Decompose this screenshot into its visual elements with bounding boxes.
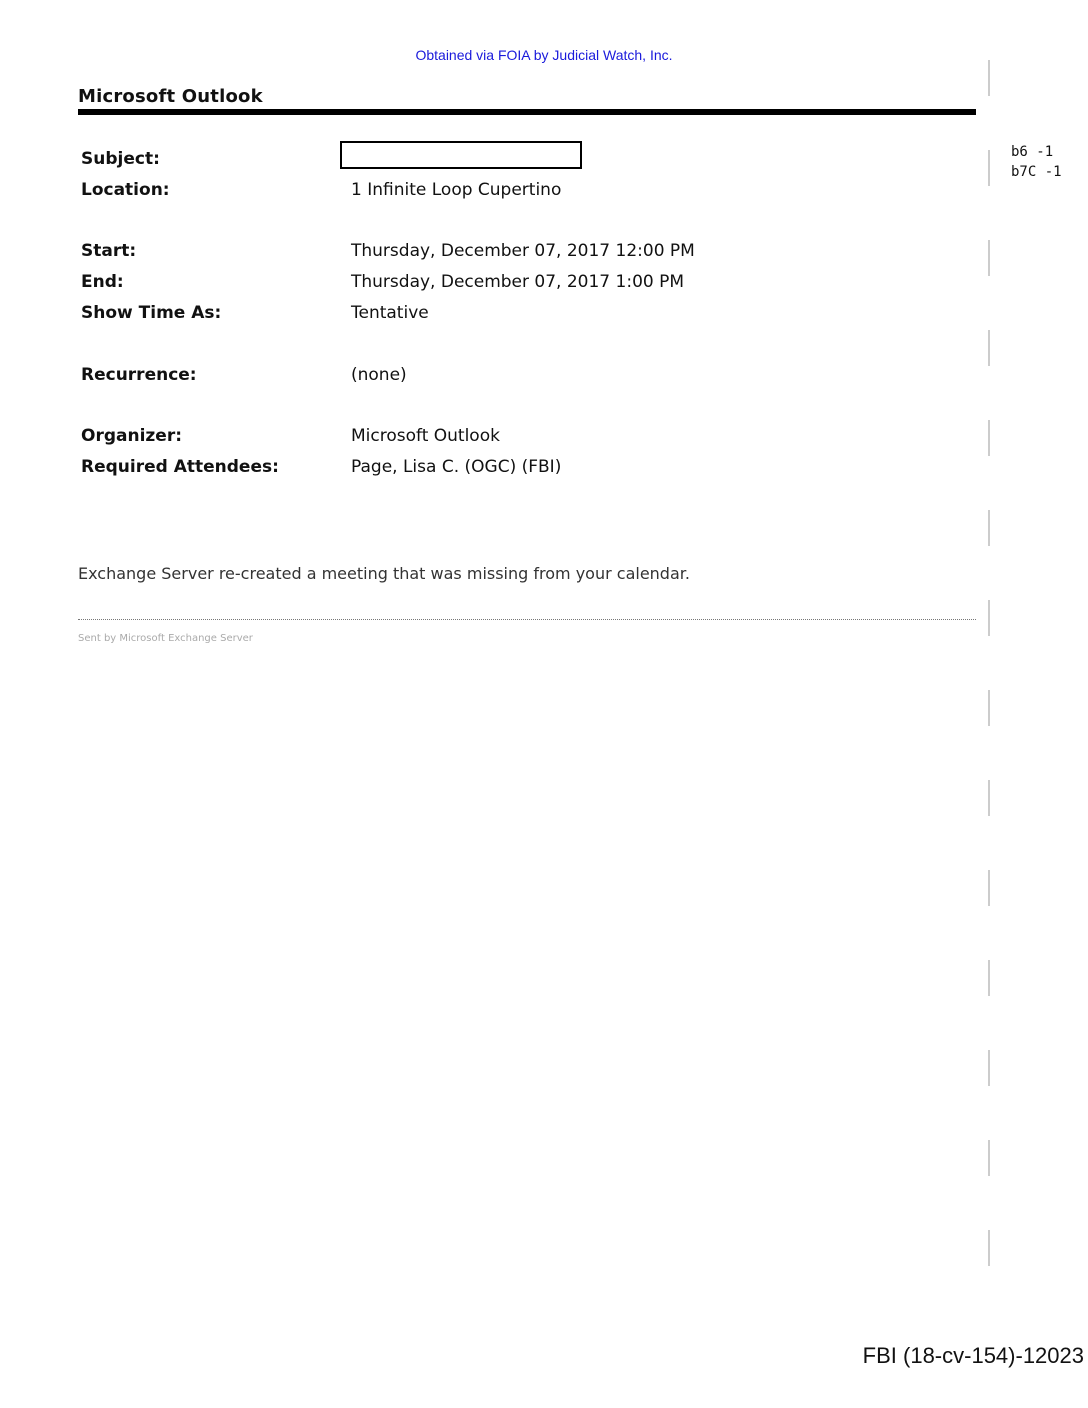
exemption-code: b7C -1 xyxy=(1011,164,1062,180)
recurrence-value: (none) xyxy=(351,365,407,385)
location-value: 1 Infinite Loop Cupertino xyxy=(351,180,562,200)
recurrence-label: Recurrence: xyxy=(81,365,197,385)
footer-note: Sent by Microsoft Exchange Server xyxy=(78,633,253,644)
bates-number: FBI (18-cv-154)-12023 xyxy=(862,1343,1084,1368)
location-label: Location: xyxy=(81,180,170,200)
show-time-as-label: Show Time As: xyxy=(81,303,222,323)
scan-edge-marks xyxy=(988,60,990,1320)
footer-divider xyxy=(78,619,976,620)
start-value: Thursday, December 07, 2017 12:00 PM xyxy=(351,241,695,261)
organizer-value: Microsoft Outlook xyxy=(351,426,500,446)
end-value: Thursday, December 07, 2017 1:00 PM xyxy=(351,272,685,292)
organizer-label: Organizer: xyxy=(81,426,183,446)
subject-label: Subject: xyxy=(81,149,160,169)
app-title: Microsoft Outlook xyxy=(78,86,263,107)
show-time-as-value: Tentative xyxy=(351,303,429,323)
foia-watermark: Obtained via FOIA by Judicial Watch, Inc. xyxy=(415,47,673,63)
subject-redaction-box xyxy=(340,141,582,169)
required-attendees-label: Required Attendees: xyxy=(81,457,279,477)
end-label: End: xyxy=(81,272,124,292)
required-attendees-value: Page, Lisa C. (OGC) (FBI) xyxy=(351,457,562,477)
message-body: Exchange Server re-created a meeting that was missing from your calendar. xyxy=(78,564,690,583)
redaction-exemption-codes xyxy=(1011,142,1062,182)
title-rule xyxy=(78,109,976,115)
start-label: Start: xyxy=(81,241,137,261)
exemption-code: b6 -1 xyxy=(1011,144,1054,160)
